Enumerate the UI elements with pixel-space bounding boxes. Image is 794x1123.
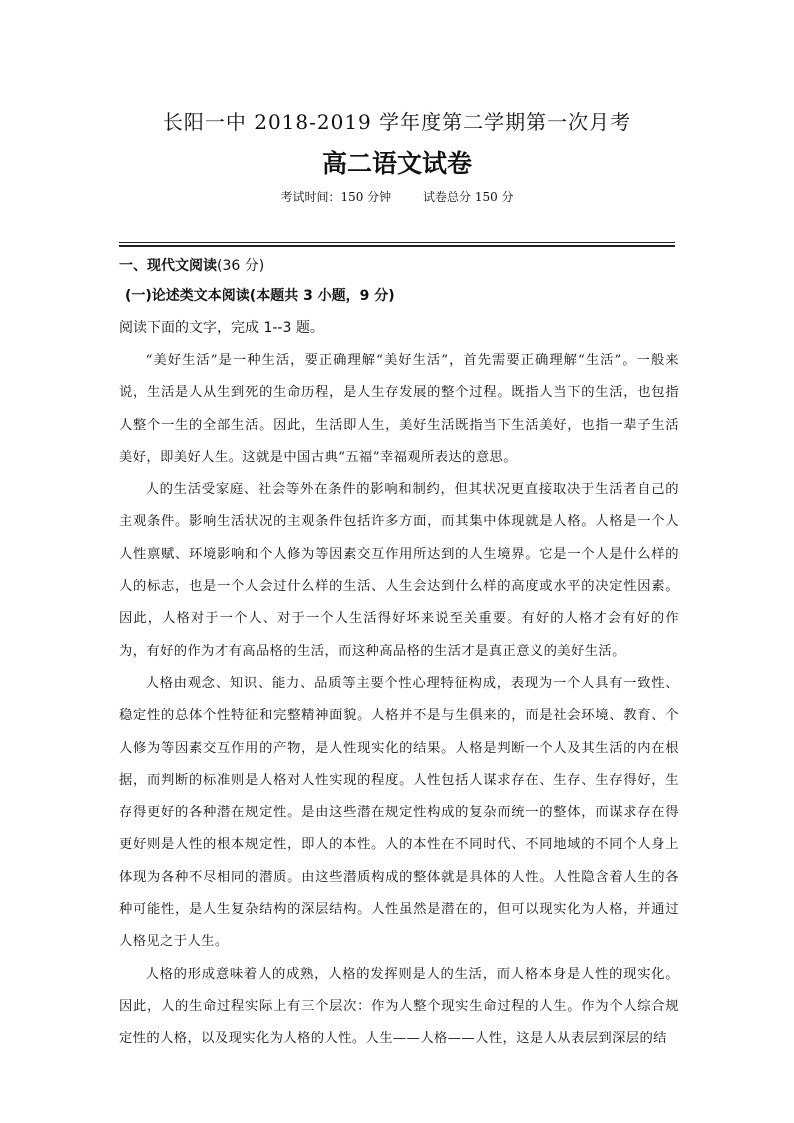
exam-time: 考试时间：150 分钟 [280,190,392,204]
exam-title: 长阳一中 2018-2019 学年度第二学期第一次月考 [162,110,632,134]
passage-paragraph: 人格由观念、知识、能力、品质等主要个性心理特征构成，表现为一个人具有一致性、稳定性的总体个性特征和完整精神面貌。人格并不是与生俱来的，而是社会环境、教育、个人修为等因素交互作用的产物，是人性现实化的结果。人格是判断一个人及其生活的内在根据，而判断的标准则是人格对人性实现的程度。人性包括人谋求存在、生存、生存得好，生存得更好的各种潜在规定性。是由这些潜在规定性构成的复杂而统一的整体，而谋求存在得更好则是人性的根本规定性，即人的本性。人的本性在不同时代、不同地域的不同个人身上体现为各种不尽相同的潜质。由这些潜质构成的整体就是具体的人性。人性隐含着人生的各种可能性，是人生复杂结构的深层结构。人性虽然是潜在的，但可以现实化为人格，并通过人格见之于人生。 [119,675,679,950]
section-label: 一、现代文阅读 [119,258,217,274]
passage-paragraph: “美好生活”是一种生活，要正确理解“美好生活”，首先需要正确理解“生活”。一般来说，生活是人从生到死的生命历程，是人生存发展的整个过程。既指人当下的生活，也包指人整个一生的全部生活。因此，生活即人生，美好生活既指当下生活美好，也指一辈子生活美好，即美好人生。这就是中国古典“五福”幸福观所表达的意思。 [119,353,679,465]
passage-paragraph: 人格的形成意味着人的成熟，人格的发挥则是人的生活，而人格本身是人性的现实化。因此，人的生命过程实际上有三个层次：作为人整个现实生命过程的人生。作为个人综合规定性的人格，以及现实化为人格的人性。人生——人格——人性，这是人从表层到深层的结 [119,966,679,1047]
passage-paragraph: 人的生活受家庭、社会等外在条件的影响和制约，但其状况更直接取决于生活者自己的主观条件。影响生活状况的主观条件包括许多方面，而其集中体现就是人格。人格是一个人人性禀赋、环境影响和个人修为等因素交互作用所达到的人生境界。它是一个人是什么样的人的标志，也是一个人会过什么样的生活、人生会达到什么样的高度或水平的决定性因素。因此，人格对于一个人、对于一个人生活得好坏来说至关重要。有好的人格才会有好的作为，有好的作为才有高品格的生活，而这种高品格的生活才是真正意义的美好生活。 [119,482,679,659]
reading-passage [119,345,679,1056]
reading-instruction: 阅读下面的文字，完成 1--3 题。 [119,320,324,336]
section-score: (36 分) [217,258,265,274]
section-heading [119,255,264,275]
divider-thick [119,245,675,247]
divider-thin [119,242,675,243]
exam-subtitle: 高二语文试卷 [321,149,472,178]
subsection-heading: (一)论述类文本阅读(本题共 3 小题，9 分) [125,288,395,304]
total-score: 试卷总分 150 分 [423,190,514,204]
exam-info [0,188,794,205]
